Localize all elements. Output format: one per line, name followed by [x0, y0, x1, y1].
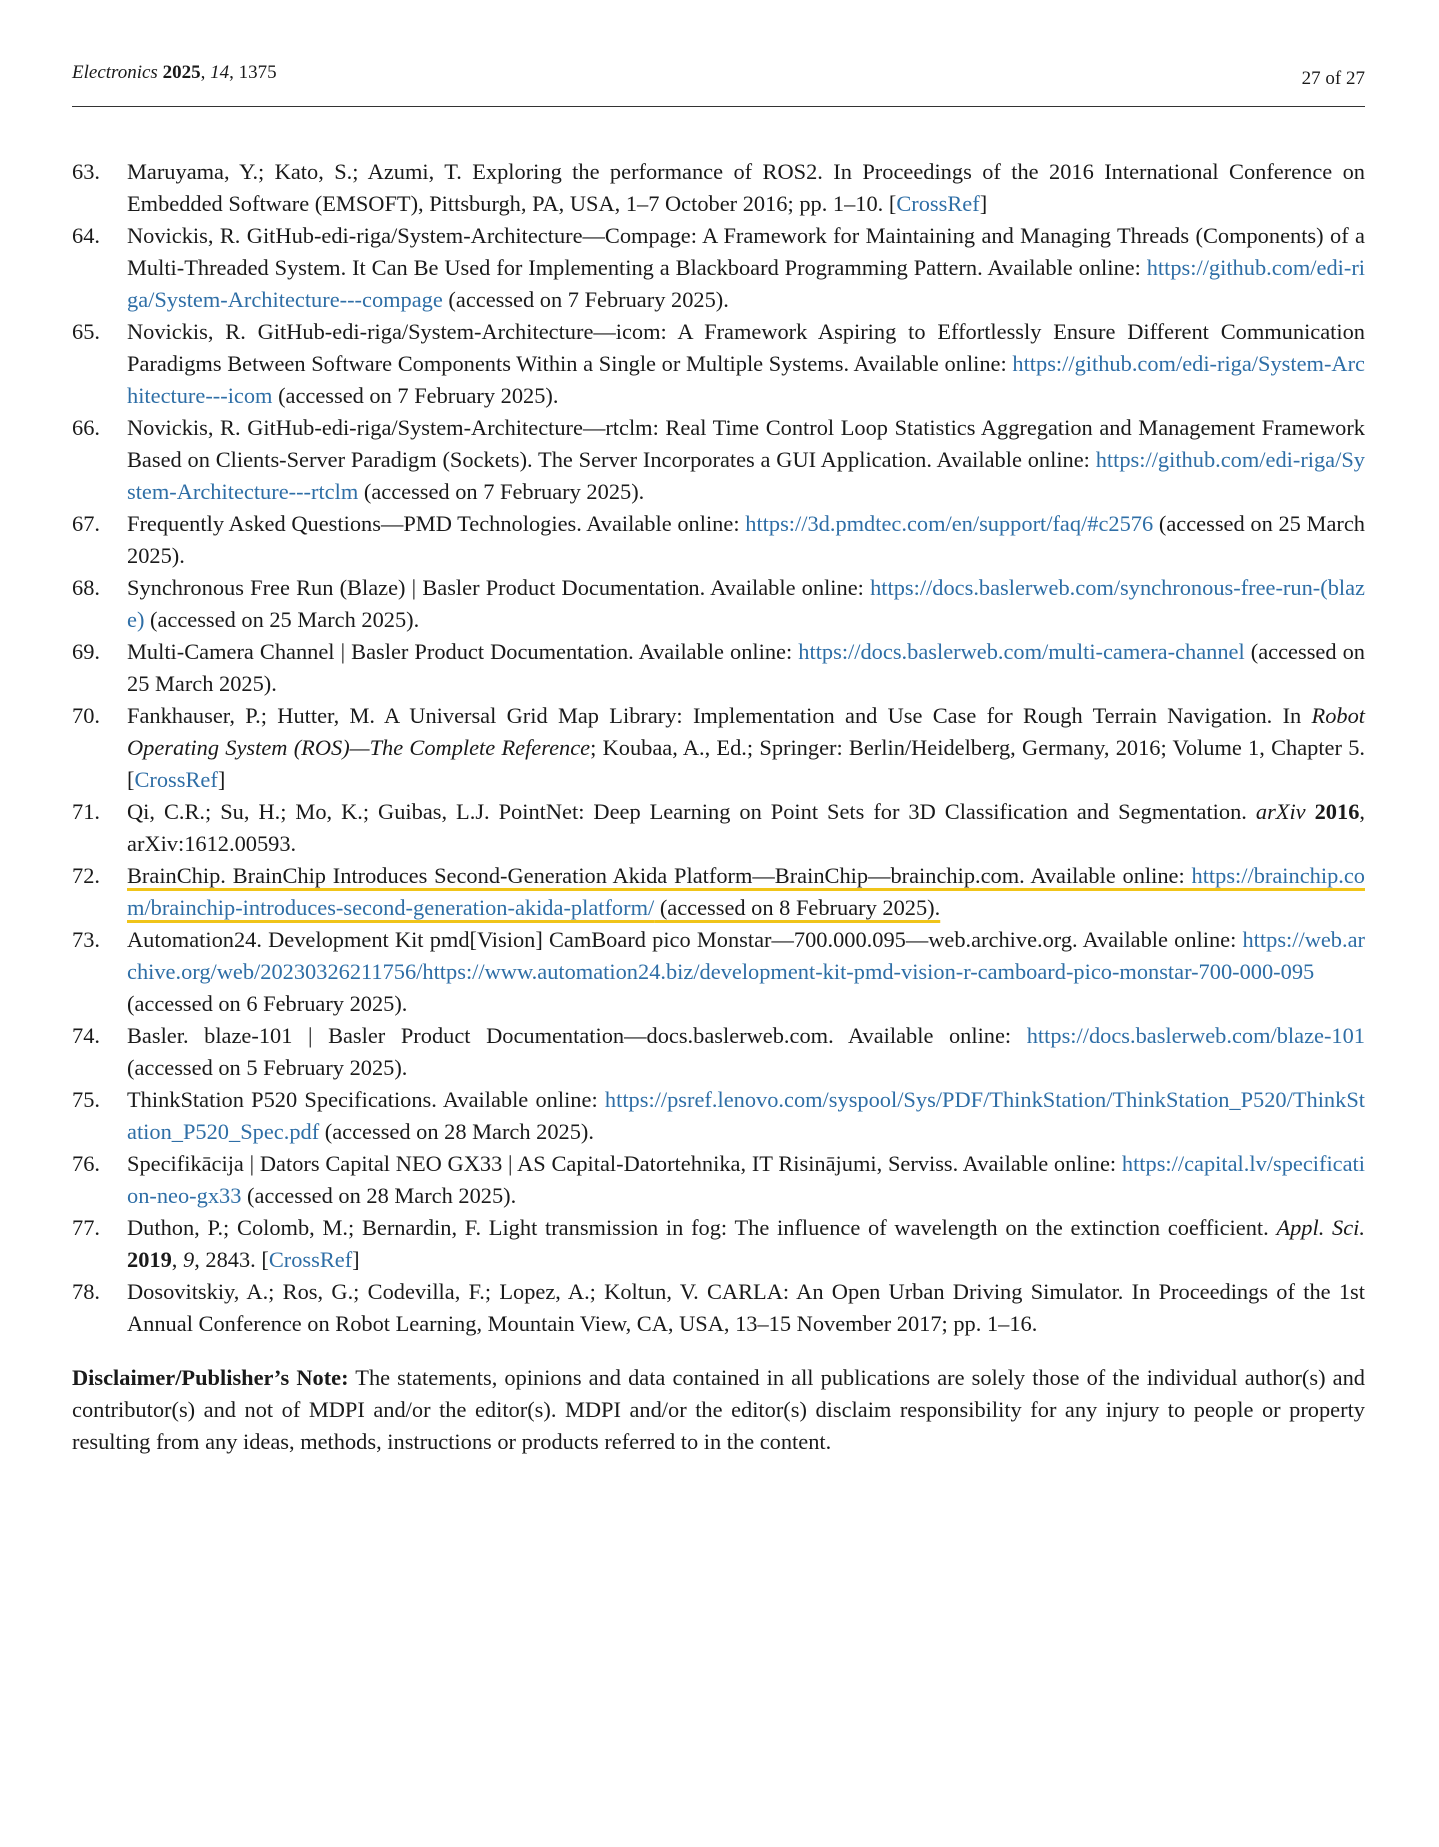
reference-number: 69.: [72, 639, 100, 664]
reference-text-segment: ,: [171, 1247, 183, 1272]
reference-item: [72, 572, 1365, 636]
reference-item: [72, 1148, 1365, 1212]
reference-text-segment: (accessed on 7 February 2025).: [358, 479, 645, 504]
reference-text: [127, 511, 1365, 568]
reference-text-segment: ThinkStation P520 Specifications. Available online:: [127, 1087, 605, 1112]
reference-text: [127, 1087, 1365, 1144]
reference-text-segment: Specifikācija | Dators Capital NEO GX33 | AS Capital-Datortehnika, IT Risinājumi, Serviss. Available online:: [127, 1151, 1122, 1176]
disclaimer-note: [72, 1362, 1365, 1458]
reference-url-link[interactable]: https://capital.lv/specification-neo-gx33: [127, 1151, 1365, 1208]
reference-number: 75.: [72, 1087, 100, 1112]
crossref-link[interactable]: CrossRef: [268, 1247, 353, 1272]
reference-bold-text: 2019: [127, 1247, 172, 1272]
journal-year: 2025: [162, 62, 201, 83]
reference-italic-text: Appl. Sci.: [1276, 1215, 1366, 1240]
reference-text-segment: , 2843. [: [194, 1247, 269, 1272]
reference-url-link[interactable]: https://github.com/edi-riga/System-Architecture---compage: [127, 255, 1365, 312]
reference-url-link[interactable]: https://github.com/edi-riga/System-Architecture---rtclm: [127, 447, 1365, 504]
reference-url-link[interactable]: https://brainchip.com/brainchip-introduces-second-generation-akida-platform/: [127, 863, 1365, 920]
reference-url-link[interactable]: https://docs.baslerweb.com/blaze-101: [1026, 1023, 1365, 1048]
reference-number: 68.: [72, 575, 100, 600]
reference-text: [127, 575, 1365, 632]
reference-text-segment: Novickis, R. GitHub-edi-riga/System-Architecture—Compage: A Framework for Maintaining and Managing Threads (Components) of a Multi-Threaded System. It Can Be Used for Implementing a Blackboard Programming Pattern. Available online:: [127, 223, 1365, 280]
reference-text-segment: (accessed on 7 February 2025).: [442, 287, 729, 312]
reference-italic-text: arXiv: [1255, 799, 1306, 824]
reference-number: 74.: [72, 1023, 100, 1048]
reference-text: [127, 703, 1365, 792]
reference-number: 65.: [72, 319, 100, 344]
reference-number: 63.: [72, 159, 100, 184]
reference-url-link[interactable]: https://3d.pmdtec.com/en/support/faq/#c2576: [745, 511, 1154, 536]
reference-text-segment: ; Koubaa, A., Ed.; Springer: Berlin/Heidelberg, Germany, 2016; Volume 1, Chapter 5. [: [127, 735, 1365, 792]
reference-item: [72, 412, 1365, 508]
reference-number: 73.: [72, 927, 100, 952]
reference-text-segment: Maruyama, Y.; Kato, S.; Azumi, T. Exploring the performance of ROS2. In Proceedings of the 2016 International Conference on Embedded Software (EMSOFT), Pittsburgh, PA, USA, 1–7 October 2016; pp. 1–10. [: [127, 159, 1365, 216]
reference-item: [72, 1212, 1365, 1276]
reference-number: 66.: [72, 415, 100, 440]
reference-text-segment: (accessed on 25 March 2025).: [127, 639, 1365, 696]
reference-text-segment: Frequently Asked Questions—PMD Technologies. Available online:: [127, 511, 746, 536]
reference-text-segment: Multi-Camera Channel | Basler Product Documentation. Available online:: [127, 639, 799, 664]
journal-citation: Electronics 2025, 14, 1375: [72, 62, 277, 83]
reference-text: [127, 799, 1365, 856]
reference-text-segment: (accessed on 5 February 2025).: [127, 1055, 408, 1080]
reference-text-segment: Fankhauser, P.; Hutter, M. A Universal Grid Map Library: Implementation and Use Case for Rough Terrain Navigation. In: [127, 703, 1312, 728]
reference-text-segment: (accessed on 6 February 2025).: [127, 991, 408, 1016]
reference-text-segment: Novickis, R. GitHub-edi-riga/System-Architecture—rtclm: Real Time Control Loop Statistics Aggregation and Management Framework Based on Clients-Server Paradigm (Sockets). The Server Incorporates a GUI Application. Available online:: [127, 415, 1365, 472]
reference-text-segment: Novickis, R. GitHub-edi-riga/System-Architecture—icom: A Framework Aspiring to Effortlessly Ensure Different Communication Paradigms Between Software Components Within a Single or Multiple Systems. Available online:: [127, 319, 1365, 376]
page-number: 27 of 27: [1301, 68, 1365, 89]
reference-item: [72, 796, 1365, 860]
reference-text: [127, 1215, 1365, 1272]
reference-url-link[interactable]: https://web.archive.org/web/20230326211756/https://www.automation24.biz/development-kit-pmd-vision-r-camboard-pico-monstar-700-000-095: [127, 927, 1365, 984]
reference-text-segment: ]: [979, 191, 988, 216]
reference-text: [127, 863, 1365, 920]
reference-italic-text: Robot Operating System (ROS)—The Complete Reference: [127, 703, 1365, 760]
reference-text-segment: Basler. blaze-101 | Basler Product Documentation—docs.baslerweb.com. Available online:: [127, 1023, 1027, 1048]
reference-list: [72, 156, 1365, 1340]
reference-text: [127, 1279, 1365, 1336]
disclaimer-label: Disclaimer/Publisher’s Note:: [72, 1365, 349, 1390]
reference-number: 67.: [72, 511, 100, 536]
article-number: 1375: [238, 62, 277, 83]
reference-text-segment: (accessed on 28 March 2025).: [319, 1119, 594, 1144]
reference-text-segment: (accessed on 25 March 2025).: [127, 511, 1365, 568]
reference-text-segment: (accessed on 25 March 2025).: [144, 607, 420, 632]
reference-text-segment: [1306, 799, 1315, 824]
reference-text-segment: Qi, C.R.; Su, H.; Mo, K.; Guibas, L.J. PointNet: Deep Learning on Point Sets for 3D Classification and Segmentation.: [127, 799, 1256, 824]
reference-item: [72, 156, 1365, 220]
reference-url-link[interactable]: https://docs.baslerweb.com/multi-camera-channel: [798, 639, 1245, 664]
reference-text: [127, 1023, 1365, 1080]
journal-volume: 14: [210, 62, 230, 83]
reference-item: [72, 860, 1365, 924]
reference-number: 76.: [72, 1151, 100, 1176]
reference-text: [127, 223, 1365, 312]
reference-number: 64.: [72, 223, 100, 248]
reference-text: [127, 927, 1365, 1016]
reference-item: [72, 1020, 1365, 1084]
reference-url-link[interactable]: https://github.com/edi-riga/System-Architecture---icom: [127, 351, 1365, 408]
journal-name: Electronics: [72, 62, 158, 83]
reference-text-segment: , arXiv:1612.00593.: [127, 799, 1365, 856]
reference-text-segment: ]: [217, 767, 226, 792]
reference-text: [127, 639, 1365, 696]
reference-item: [72, 220, 1365, 316]
reference-text-segment: (accessed on 8 February 2025).: [654, 895, 941, 920]
reference-text-segment: (accessed on 7 February 2025).: [272, 383, 559, 408]
reference-text-segment: ]: [352, 1247, 360, 1272]
reference-text-segment: (accessed on 28 March 2025).: [241, 1183, 517, 1208]
crossref-link[interactable]: CrossRef: [896, 191, 980, 216]
reference-text-segment: Dosovitskiy, A.; Ros, G.; Codevilla, F.; Lopez, A.; Koltun, V. CARLA: An Open Urban Driving Simulator. In Proceedings of the 1st Annual Conference on Robot Learning, Mountain View, CA, USA, 13–15 November 2017; pp. 1–16.: [127, 1279, 1365, 1336]
reference-text-segment: Automation24. Development Kit pmd[Vision] CamBoard pico Monstar—700.000.095—web.archive.org. Available online:: [127, 927, 1243, 952]
reference-number: 72.: [72, 863, 100, 888]
reference-item: [72, 924, 1365, 1020]
reference-text-segment: Duthon, P.; Colomb, M.; Bernardin, F. Light transmission in fog: The influence of wavelength on the extinction coefficient.: [127, 1215, 1277, 1240]
reference-item: [72, 508, 1365, 572]
reference-number: 77.: [72, 1215, 100, 1240]
reference-number: 71.: [72, 799, 100, 824]
reference-item: [72, 1276, 1365, 1340]
reference-item: [72, 1084, 1365, 1148]
reference-item: [72, 700, 1365, 796]
reference-bold-text: 2016: [1314, 799, 1360, 824]
reference-url-link[interactable]: https://psref.lenovo.com/syspool/Sys/PDF/ThinkStation/ThinkStation_P520/ThinkStation_P520_Spec.pdf: [127, 1087, 1365, 1144]
reference-text-segment: Synchronous Free Run (Blaze) | Basler Product Documentation. Available online:: [127, 575, 871, 600]
reference-italic-text: 9: [182, 1247, 195, 1272]
reference-text: [127, 415, 1365, 504]
reference-number: 78.: [72, 1279, 100, 1304]
running-header: [72, 60, 1365, 107]
disclaimer-text: The statements, opinions and data contained in all publications are solely those of the individual author(s) and contributor(s) and not of MDPI and/or the editor(s). MDPI and/or the editor(s) disclaim responsibility for any injury to people or property resulting from any ideas, methods, instructions or products referred to in the content.: [72, 1365, 1365, 1454]
reference-item: [72, 316, 1365, 412]
reference-number: 70.: [72, 703, 100, 728]
reference-text-segment: BrainChip. BrainChip Introduces Second-Generation Akida Platform—BrainChip—brainchip.com. Available online:: [127, 863, 1192, 888]
reference-text: [127, 159, 1365, 216]
reference-text: [127, 1151, 1365, 1208]
reference-text: [127, 319, 1365, 408]
reference-item: [72, 636, 1365, 700]
crossref-link[interactable]: CrossRef: [134, 767, 218, 792]
reference-url-link[interactable]: https://docs.baslerweb.com/synchronous-free-run-(blaze): [127, 575, 1365, 632]
